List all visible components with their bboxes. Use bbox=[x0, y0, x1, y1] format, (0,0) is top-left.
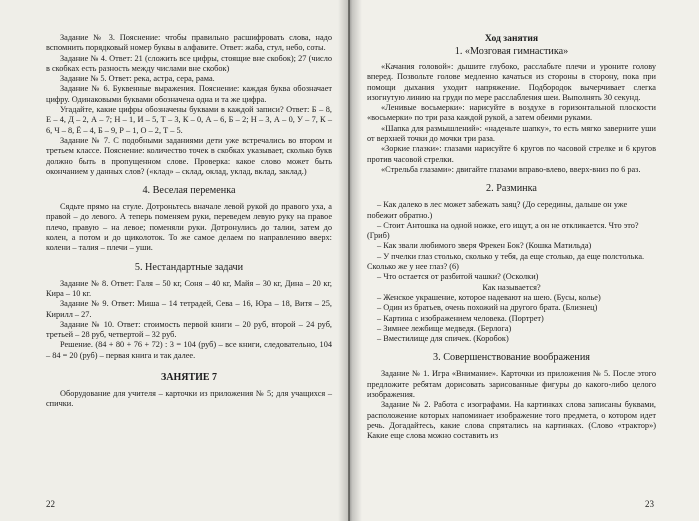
imagination-task2: Задание № 2. Работа с изографами. На картинках слова записаны буквами, расположение которых напоминает изображение того предмета, о котором идет речь. Догадайтесь, какие слова спрятались на картинках. (Слово «трактор») Какие еще слова можно составить из bbox=[367, 400, 656, 441]
exercise-sharp-eyes: «Зоркие глазки»: глазами нарисуйте 6 кругов по часовой стрелке и 6 кругов против часовой стрелки. bbox=[367, 144, 656, 164]
task6-paragraph: Задание № 6. Буквенные выражения. Пояснение: каждая буква обозначает цифру. Одинаковыми буквами обозначена одна и та же цифра. bbox=[46, 84, 332, 104]
riddle-item: – Что остается от разбитой чашки? (Осколки) bbox=[377, 272, 539, 282]
riddle-item: – Как звали любимого зверя Фрекен Бок? (Кошка Матильда) bbox=[377, 241, 592, 251]
equipment-paragraph: Оборудование для учителя – карточки из приложения № 5; для учащихся – спички. bbox=[46, 389, 332, 409]
definition-item: – Картина с изображением человека. (Портрет) bbox=[377, 313, 544, 323]
page-number-left: 22 bbox=[46, 498, 55, 509]
task3-paragraph: Задание № 3. Пояснение: чтобы правильно расшифровать слова, надо вспомнить порядковый номер буквы в алфавите. Ответ: жаба, стул, небо, соты. bbox=[46, 33, 332, 53]
definition-item: – Один из братьев, очень похожий на другого брата. (Близнец) bbox=[377, 303, 598, 313]
task4-paragraph: Задание № 4. Ответ: 21 (сложить все цифры, стоящие вне скобок); 27 (число в скобках есть разность между числами вне скобок) bbox=[46, 53, 332, 73]
task7-paragraph: Задание № 7. С подобными заданиями дети уже встречались во втором и третьем классе. Пояснение: количество точек в скобках указывает, сколько букв должно быть в пропущенном слове. Проверка: какое слово может быть окончанием у данных слов? («клад» – склад, оклад, уклад, вклад, заклад.) bbox=[46, 135, 332, 176]
right-page bbox=[350, 0, 699, 521]
definition-item: – Вместилище для спичек. (Коробок) bbox=[377, 334, 509, 344]
definition-item: – Женское украшение, которое надевают на шею. (Бусы, колье) bbox=[377, 292, 601, 302]
exercise-thinking-cap: «Шапка для размышлений»: «наденьте шапку», то есть мягко заверните уши от верхней точки до мочки три раза. bbox=[367, 123, 656, 144]
task8-paragraph: Задание № 8. Ответ: Галя – 50 кг, Соня – 40 кг, Майя – 30 кг, Дина – 20 кг, Кира – 10 кг. bbox=[46, 278, 332, 298]
section2-title: 2. Разминка bbox=[486, 183, 537, 195]
section3-title: 3. Совершенствование воображения bbox=[433, 352, 590, 364]
solution-paragraph: Решение. (84 + 80 + 76 + 72) : 3 = 104 (руб) – все книги, следовательно, 104 – 84 = 20 (руб) – первая книга и так далее. bbox=[46, 340, 332, 360]
riddle-subheading: Как называется? bbox=[482, 282, 541, 292]
section5-title: 5. Нестандартные задачи bbox=[134, 261, 244, 273]
task5-paragraph: Задание № 5. Ответ: река, астра, сера, рама. bbox=[60, 74, 215, 84]
riddle-item: – У пчелки глаз столько, сколько у тебя, да еще столько, да еще полстолька. Сколько же у нее глаз? (6) bbox=[367, 251, 645, 272]
exercise-head-swing: «Качания головой»: дышите глубоко, расслабьте плечи и уроните голову вперед. Позвольте голове медленно качаться из стороны в сторону, пока при помощи дыхания уходит напряжение. Подбородок вычерчивает слегка изогнутую линию на груди по мере расслабления шеи. Выполнять 30 секунд. bbox=[367, 62, 656, 102]
task6-answer-paragraph: Угадайте, какие цифры обозначены буквами в каждой записи? Ответ: Б – 8, Е – 4, Д – 2, А – 7; Н – 1, И – 5, Т – 3, К – 0, А – 6, Б – 2; Н – 3, А – 0, У – 7, К – 6, Ч – 8, Ё – 4, Б – 9, Р – 1, О – 2, Т – 5. bbox=[46, 105, 332, 135]
section4-text: Сядьте прямо на стуле. Дотроньтесь вначале левой рукой до правого уха, а правой – до левого. А теперь поменяем руки, переведем левую руку на правое плечо, правую – на левое; поменяли руки. Дотронулись до талии, затем до колен, а потом и до щиколоток. То же самое делаем по направлению вверх: колени – талия – плечи – уши. bbox=[46, 202, 332, 253]
exercise-lazy-eights: «Ленивые восьмерки»: нарисуйте в воздухе в горизонтальной плоскости «восьмерки» по три раза каждой рукой, а затем обеими руками. bbox=[367, 103, 656, 123]
section1-title: 1. «Мозговая гимнастика» bbox=[454, 46, 569, 57]
left-page bbox=[0, 0, 348, 521]
exercise-eye-shooting: «Стрельба глазами»: двигайте глазами вправо-влево, вверх-вниз по 6 раз. bbox=[381, 164, 641, 174]
task9-paragraph: Задание № 9. Ответ: Миша – 14 тетрадей, Сева – 16, Юра – 18, Витя – 25, Кирилл – 27. bbox=[46, 299, 332, 319]
course-title: Ход занятия bbox=[484, 33, 539, 44]
lesson-title: ЗАНЯТИЕ 7 bbox=[160, 372, 218, 384]
task10-paragraph: Задание № 10. Ответ: стоимость первой книги – 20 руб, второй – 24 руб, третьей – 28 руб, четвертой – 32 руб. bbox=[46, 319, 332, 340]
section4-title: 4. Веселая переменка bbox=[142, 185, 236, 197]
page-number-right: 23 bbox=[645, 498, 654, 509]
imagination-task1: Задание № 1. Игра «Внимание». Карточки из приложения № 5. После этого предложите ребятам дорисовать зарисованные фигуры до какого-либо целого изображения. bbox=[367, 369, 656, 400]
riddle-item: – Как далеко в лес может забежать заяц? (До середины, дальше он уже побежит обратно.) bbox=[367, 200, 628, 220]
riddle-item: – Стоит Антошка на одной ножке, его ищут, а он не откликается. Что это? (Гриб) bbox=[367, 220, 639, 241]
definition-item: – Зимнее лежбище медведя. (Берлога) bbox=[377, 323, 512, 333]
